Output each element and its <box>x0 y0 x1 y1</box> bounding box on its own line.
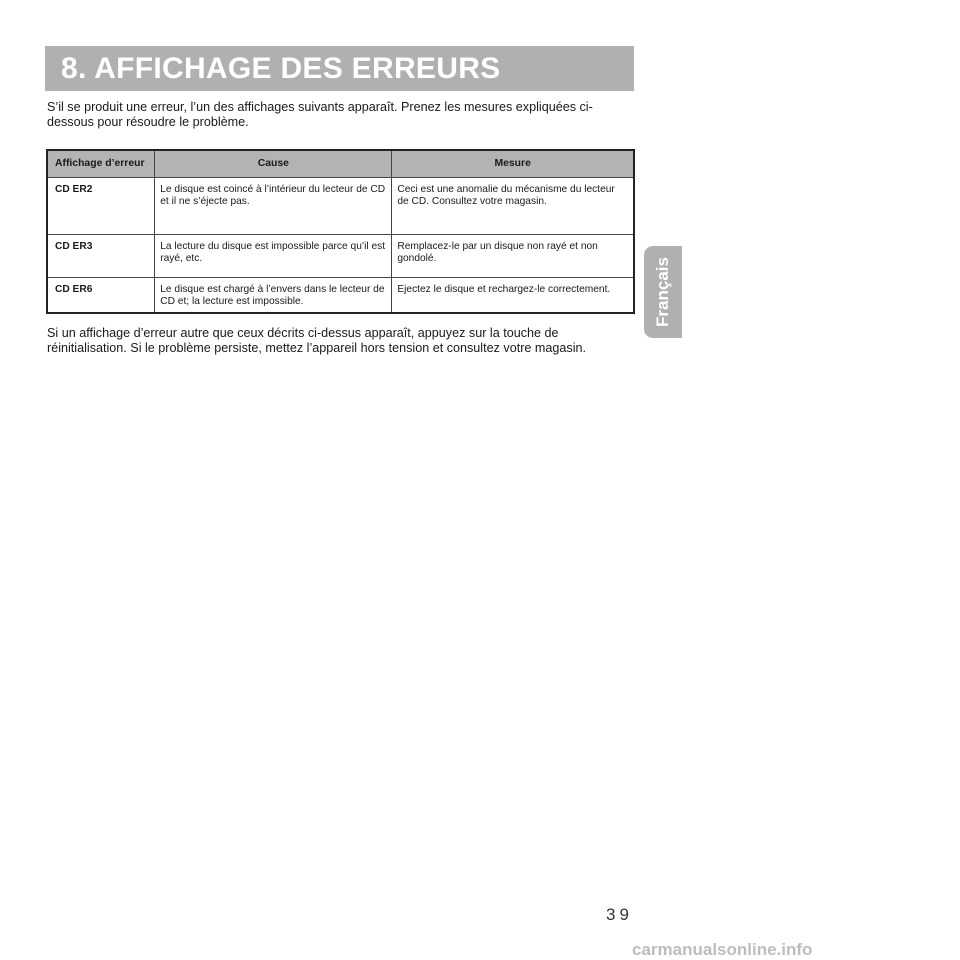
error-measure: Ejectez le disque et rechargez-le correctement. <box>392 278 634 314</box>
page-number: 39 <box>606 905 633 924</box>
column-header-cause: Cause <box>155 150 392 178</box>
table-row <box>47 278 634 314</box>
table-header-row <box>47 150 634 178</box>
error-cause: La lecture du disque est impossible parce qu’il est rayé, etc. <box>155 235 392 278</box>
language-tab-label: Français <box>653 257 672 327</box>
error-code: CD ER3 <box>47 235 155 278</box>
section-title: 8. AFFICHAGE DES ERREURS <box>61 51 501 85</box>
column-header-measure: Mesure <box>392 150 634 178</box>
error-code: CD ER2 <box>47 178 155 235</box>
column-header-display: Affichage d’erreur <box>47 150 155 178</box>
error-cause: Le disque est chargé à l’envers dans le lecteur de CD et; la lecture est impossible. <box>155 278 392 314</box>
language-tab <box>644 246 682 338</box>
error-code: CD ER6 <box>47 278 155 314</box>
watermark-text: carmanualsonline.info <box>632 940 813 959</box>
section-title-bar <box>45 46 634 91</box>
table-row <box>47 178 634 235</box>
error-table <box>46 149 635 314</box>
error-measure: Remplacez-le par un disque non rayé et non gondolé. <box>392 235 634 278</box>
table-row <box>47 235 634 278</box>
error-cause: Le disque est coincé à l’intérieur du lecteur de CD et il ne s’éjecte pas. <box>155 178 392 235</box>
outro-paragraph: Si un affichage d’erreur autre que ceux décrits ci-dessus apparaît, appuyez sur la touche de réinitialisation. Si le problème persiste, mettez l’appareil hors tension et consultez votre magasin. <box>47 326 586 355</box>
error-measure: Ceci est une anomalie du mécanisme du lecteur de CD. Consultez votre magasin. <box>392 178 634 235</box>
intro-paragraph: S’il se produit une erreur, l’un des affichages suivants apparaît. Prenez les mesures expliquées ci-dessous pour résoudre le problème. <box>47 100 593 129</box>
